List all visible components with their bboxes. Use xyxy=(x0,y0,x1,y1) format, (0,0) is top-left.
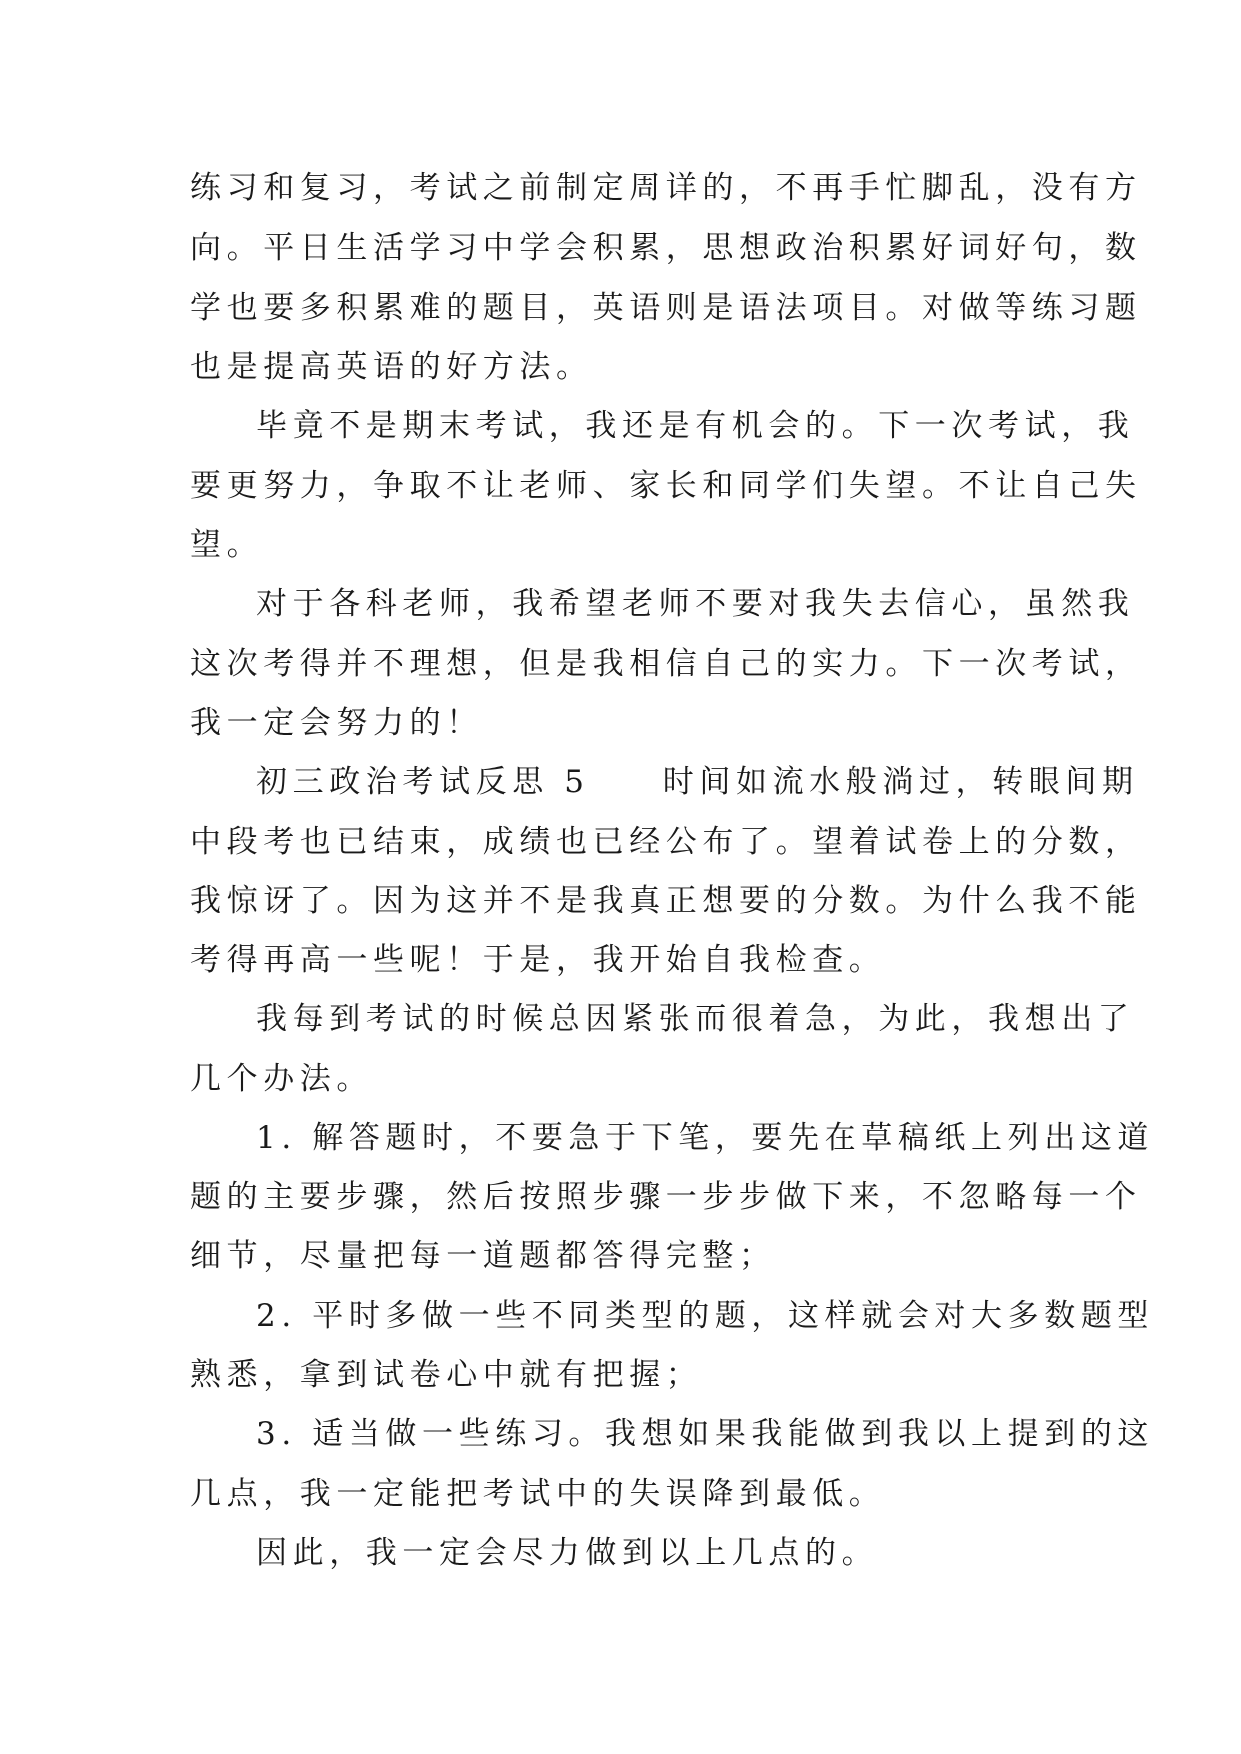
text-line: 练习和复习，考试之前制定周详的，不再手忙脚乱，没有方 xyxy=(190,170,1142,206)
text-line: 因此，我一定会尽力做到以上几点的。 xyxy=(256,1535,879,1571)
text-line: 熟悉，拿到试卷心中就有把握； xyxy=(190,1357,703,1393)
text-line: 我惊讶了。因为这并不是我真正想要的分数。为什么我不能 xyxy=(190,883,1142,919)
text-line: 考得再高一些呢！于是，我开始自我检查。 xyxy=(190,942,886,978)
text-line: 中段考也已结束，成绩也已经公布了。望着试卷上的分数， xyxy=(190,824,1142,860)
text-line: 这次考得并不理想，但是我相信自己的实力。下一次考试， xyxy=(190,646,1142,682)
text-line: 题的主要步骤，然后按照步骤一步步做下来，不忽略每一个 xyxy=(190,1179,1142,1215)
text-line: 我每到考试的时候总因紧张而很着急，为此，我想出了 xyxy=(256,1001,1135,1037)
text-line: 对于各科老师，我希望老师不要对我失去信心，虽然我 xyxy=(256,586,1135,622)
section-heading-line: 初三政治考试反思 5 时间如流水般淌过，转眼间期 xyxy=(256,764,1139,800)
text-line: 我一定会努力的！ xyxy=(190,705,483,741)
text-line: 也是提高英语的好方法。 xyxy=(190,349,593,385)
text-line: 毕竟不是期末考试，我还是有机会的。下一次考试，我 xyxy=(256,408,1135,444)
text-line: 要更努力，争取不让老师、家长和同学们失望。不让自己失 xyxy=(190,468,1142,504)
text-line: 几点，我一定能把考试中的失误降到最低。 xyxy=(190,1476,886,1512)
list-item-line: 2. 平时多做一些不同类型的题，这样就会对大多数题型 xyxy=(256,1298,1155,1334)
list-item-line: 3. 适当做一些练习。我想如果我能做到我以上提到的这 xyxy=(256,1416,1155,1452)
text-line: 学也要多积累难的题目，英语则是语法项目。对做等练习题 xyxy=(190,290,1142,326)
text-line: 几个办法。 xyxy=(190,1061,373,1097)
text-line: 细节，尽量把每一道题都答得完整； xyxy=(190,1238,776,1274)
list-item-line: 1. 解答题时，不要急于下笔，要先在草稿纸上列出这道 xyxy=(256,1120,1155,1156)
text-line: 向。平日生活学习中学会积累，思想政治积累好词好句，数 xyxy=(190,230,1142,266)
text-line: 望。 xyxy=(190,527,264,563)
